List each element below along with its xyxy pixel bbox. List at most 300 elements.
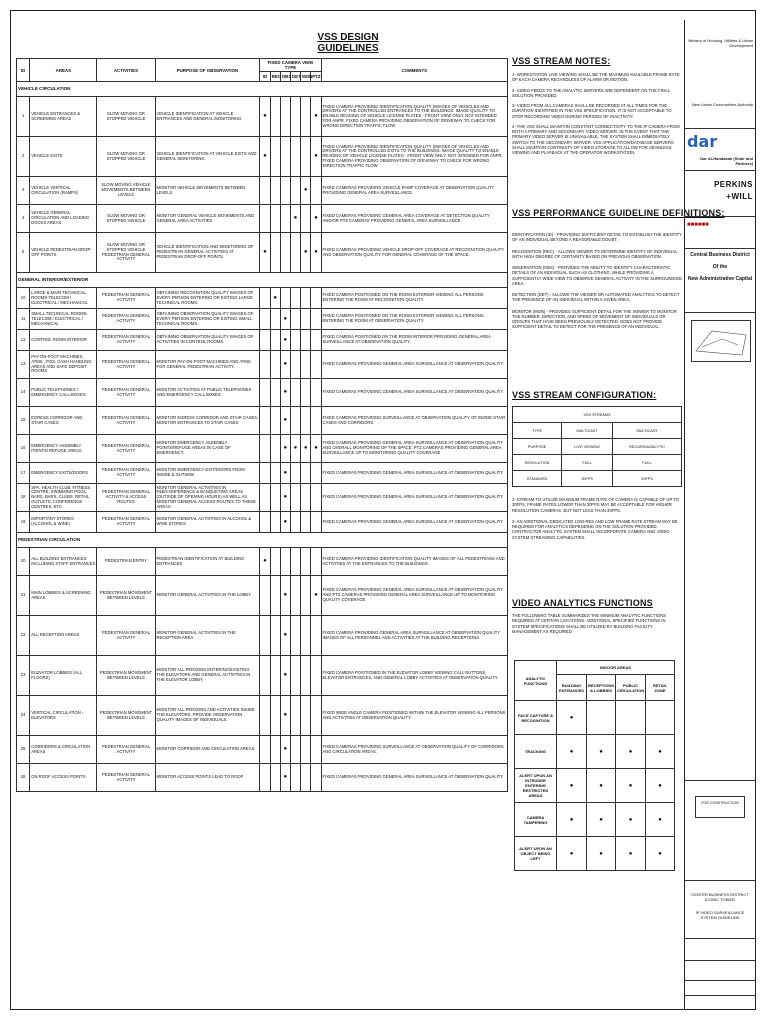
view-mark: ● <box>280 736 290 764</box>
row-comment: FIXED WIDE ANGLE CAMERA POSITIONED WITHIN THE ELEVATOR VIEWING ALL PERSONS AND ACTIVITIES AT OBSERVATION QUALITY. <box>321 696 508 736</box>
analytics-mark: ● <box>646 735 675 769</box>
row-purpose: MONITOR ACCESS POINTS LEAD TO ROOF <box>155 764 260 792</box>
view-mark <box>280 97 290 137</box>
table-row <box>17 548 508 576</box>
view-mark: ● <box>280 576 290 616</box>
section-row <box>17 82 508 97</box>
view-mark <box>280 233 290 273</box>
config-cell: PURPOSE <box>513 439 562 455</box>
config-cell: FULL <box>613 455 682 471</box>
key-plan <box>691 320 751 362</box>
view-mark: ● <box>311 576 321 616</box>
row-activity: PEDESTRIAN GENERAL ACTIVITY <box>97 435 155 463</box>
view-mark <box>260 205 270 233</box>
analytics-func-label: ANALYTIC FUNCTIONS <box>515 661 557 701</box>
row-purpose: MONITOR EMERGENCY EXIT/DOORS FROM INSIDE & OUTSIDE <box>155 463 260 484</box>
view-mark <box>301 656 311 696</box>
row-purpose: OBTAINING OBSERVATION QUALITY IMAGES OF EVERY PERSON ENTERING OR EXITING SMALL TECHNICAL ROOMS. <box>155 309 260 330</box>
row-id: 1 <box>17 97 30 137</box>
row-id: 21 <box>17 576 30 616</box>
row-area: VEHICLE PEDESTRIAN DROP-OFF POINTS <box>30 233 97 273</box>
view-mark <box>270 233 280 273</box>
analytics-func: FACE CAPTURE & RECOGNITION <box>515 701 557 735</box>
row-area: IMPORTANT STORES (ALCOHOL & WINE) <box>30 512 97 533</box>
view-mark <box>270 736 280 764</box>
client-name: Ministry of Housing, Utilities & Urban Development <box>688 38 753 48</box>
view-mark <box>260 177 270 205</box>
row-activity: PEDESTRIAN GENERAL ACTIVITY <box>97 330 155 351</box>
row-id: 15 <box>17 407 30 435</box>
view-mark <box>290 351 300 379</box>
row-purpose: MONITOR GENERAL ACTIVITIES IN F&B/CONFERENCE & BANQUETING AREAS (OUTSIDE OF OPENING HOURS) AS WELL AS MONITOR GENERAL ACCESS ROUTES TO THESE AREAS <box>155 484 260 512</box>
analytics-mark: ● <box>646 803 675 837</box>
col-comments: COMMENTS <box>321 59 508 82</box>
row-purpose: MONITOR ACTIVITIES AT PUBLIC TELEPHONES AND EMERGENCY CALL BOXES. <box>155 379 260 407</box>
analytics-title: VIDEO ANALYTICS FUNCTIONS <box>512 598 653 608</box>
config-cell: MULTICAST <box>613 423 682 439</box>
view-mark <box>290 656 300 696</box>
table-row <box>17 435 508 463</box>
row-id: 20 <box>17 548 30 576</box>
analytics-mark <box>587 701 616 735</box>
view-mark: ● <box>301 435 311 463</box>
analytics-mark: ● <box>587 837 616 871</box>
row-area: ON ROOF ACCESS POINTS <box>30 764 97 792</box>
contractor-logo: ■■■■■■ <box>687 222 709 228</box>
view-mark <box>301 379 311 407</box>
row-area: MAIN LOBBIES & SCREENING AREAS <box>30 576 97 616</box>
view-mark: ● <box>280 379 290 407</box>
view-mark <box>260 736 270 764</box>
row-area: VERTICAL CIRCULATION - ELEVATORS <box>30 696 97 736</box>
view-mark <box>290 736 300 764</box>
table-row <box>17 330 508 351</box>
row-id: 14 <box>17 379 30 407</box>
row-comment: FIXED CAMERA PROVIDING IDENTIFICATION QUALITY IMAGES OF ALL PEDESTRIANS AND ACTIVITIES AT THE ENTRANCES TO THE BUILDINGS. <box>321 548 508 576</box>
view-mark <box>280 548 290 576</box>
row-activity: SLOW MOVING VEHICLE MOVEMENTS BETWEEN LEVELS <box>97 177 155 205</box>
analytics-func: ALERT UPON AN INTRUDER ENTERING RESTRICTED AREAS <box>515 769 557 803</box>
row-comment: FIXED CAMERAS PROVIDING GENERAL AREA SURVEILLANCE AT OBSERVATION QUALITY. <box>321 351 508 379</box>
section-title: GENERAL INTERIOR/EXTERIOR <box>17 273 508 288</box>
view-mark <box>301 407 311 435</box>
view-mark <box>290 484 300 512</box>
analytics-mark: ● <box>587 803 616 837</box>
row-activity: PEDESTRIAN GENERAL ACTIVITY & ACCESS ROUTES <box>97 484 155 512</box>
view-mark <box>260 351 270 379</box>
view-mark <box>290 288 300 309</box>
view-mark <box>290 379 300 407</box>
view-mark <box>290 463 300 484</box>
table-row <box>17 656 508 696</box>
row-purpose: MONITOR ALL PERSONS AND ACTIVITIES INSIDE THE ELEVATORS. PROVIDE OBSERVATION QUALITY IMAGES OF INDIVIDUALS. <box>155 696 260 736</box>
analytics-mark: ● <box>587 769 616 803</box>
config-row <box>513 423 682 439</box>
row-comment: FIXED CAMERAS PROVIDING SURVEILLANCE AT OBSERVATION QUALITY OF INSIDE STAIR CASES AND CORRIDORS. <box>321 407 508 435</box>
row-area: CONTROL ROOM INTERIOR <box>30 330 97 351</box>
view-mark <box>270 351 280 379</box>
view-mark <box>311 696 321 736</box>
table-row <box>17 379 508 407</box>
note-item: 3- VIDEO FROM ALL CAMERAS SHALL BE RECORDED AT ALL TIMES FOR THE DURATION IDENTIFIED IN THE VSS SPECIFICATION. IT IS NOT ACCEPTABLE TO STOP RECORDING VIDEO DURING PERIODS OF INACTIVITY. <box>512 103 672 119</box>
view-mark <box>311 512 321 533</box>
row-area: ALL BUILDING ENTRANCES INCLUDING STAFF ENTRANCES <box>30 548 97 576</box>
row-purpose: VEHICLE IDENTIFICATION AND MONITORING OF PEDESTRIAN GENERAL ACTIVITIES AT PEDESTRIAN DROP-OFF POINTS. <box>155 233 260 273</box>
view-mark <box>311 548 321 576</box>
view-mark <box>301 736 311 764</box>
drawing-title-1: CENTER BUSINESS DISTRICT ICONIC TOWER <box>691 892 749 902</box>
row-activity: PEDESTRIAN GENERAL ACTIVITY <box>97 764 155 792</box>
view-mark: ● <box>280 435 290 463</box>
table-row <box>17 137 508 177</box>
row-purpose: MONITOR PAY-ON-FOOT MACHINES AND ATMS FOR GENERAL PEDESTRIAN ACTIVITY. <box>155 351 260 379</box>
view-mark <box>260 407 270 435</box>
analytics-mark: ● <box>616 837 646 871</box>
authority-name: New Urban Communities Authority <box>691 102 753 107</box>
row-id: 4 <box>17 205 30 233</box>
view-mark: ● <box>311 205 321 233</box>
analytics-mark: ● <box>557 803 587 837</box>
row-area: PUBLIC TELEPHONES / EMERGENCY CALL-BOXES <box>30 379 97 407</box>
row-id: 3 <box>17 177 30 205</box>
col-areas: AREAS <box>30 59 97 82</box>
project-line2: Of the <box>712 264 728 270</box>
view-mark <box>311 351 321 379</box>
config-cell: RESOLUTION <box>513 455 562 471</box>
view-mark: ● <box>280 484 290 512</box>
stream-notes <box>512 72 682 160</box>
row-activity: PEDESTRIAN GENERAL ACTIVITY <box>97 512 155 533</box>
view-mark <box>280 288 290 309</box>
row-area: CORRIDORS & CIRCULATION AREAS <box>30 736 97 764</box>
analytics-col: PUBLIC CIRCULATION <box>616 675 646 701</box>
view-mark <box>311 736 321 764</box>
row-purpose: PEDESTRIAN IDENTIFICATION AT BUILDING ENTRANCES <box>155 548 260 576</box>
note-item: 1- STREAM TO UTILIZE MAXIMUM FRAME RATE OF CAMERA IS CAPABLE OF UP TO 30FPS. FRAME RATES LOWER THAN 30FPS MAY BE ACCEPTABLE FOR HIGHER RESOLUTION CAMERAS, BUT NOT LESS THAN 20FPS. <box>512 497 679 513</box>
row-comment: FIXED CAMERAS PROVIDING VEHICLE RAMP COVERAGE AT OBSERVATION QUALITY PROVIDING GENERAL AREA SURVEILLANCE. <box>321 177 508 205</box>
view-mark <box>301 463 311 484</box>
section-row <box>17 533 508 548</box>
view-mark <box>270 656 280 696</box>
config-cell: 30FPS <box>562 471 613 487</box>
view-mark <box>270 205 280 233</box>
row-comment: FIXED CAMERA POSITIONED IN THE ELEVATOR LOBBY VIEWING CALL BUTTONS, ELEVATOR ENTRANCES, AND GENERAL LOBBY ACTIVITIES AT OBSERVATION QUALITY. <box>321 656 508 696</box>
view-mark <box>301 484 311 512</box>
row-id: 2 <box>17 137 30 177</box>
view-mark: ● <box>280 407 290 435</box>
view-mark <box>301 137 311 177</box>
analytics-row <box>515 769 675 803</box>
view-mark <box>301 512 311 533</box>
analytics-row <box>515 701 675 735</box>
row-purpose: MONITOR EMERGENCY ASSEMBLY POINTS/REFUGE AREAS IN CASE OF EMERGENCY. <box>155 435 260 463</box>
config-cell: STANDARD <box>513 471 562 487</box>
config-cell: RECORD/ANALYTIC <box>613 439 682 455</box>
row-comment: FIXED CAMERA POSITIONED ON THE ROOM INTERIOR PROVIDING GENERAL AREA SURVEILLANCE AT OBSERVATION QUALITY. <box>321 330 508 351</box>
analytics-col: RETAIL ZONE <box>646 675 675 701</box>
view-mark <box>270 435 280 463</box>
view-mark: ● <box>260 548 270 576</box>
row-id: 23 <box>17 656 30 696</box>
row-comment: FIXED CAMERAS PROVIDING GENERAL AREA SURVEILLANCE AT OBSERVATION QUALITY. <box>321 379 508 407</box>
drawing-title-2: IP VIDEO SURVEILLANCE SYSTEM GUIDELINE <box>695 910 745 920</box>
view-mark <box>290 764 300 792</box>
row-id: 10 <box>17 288 30 309</box>
row-comment: FIXED CAMERA PROVIDING IDENTIFICATION QUALITY (IMAGES OF VEHICLES AND DRIVERS AT THE CONTROLLED ENTRANCES TO THE BUILDINGS. IMAGE QUALITY TO ENABLE READING OF VEHICLE LICENSE PLATES - FRONT VIEW ONLY. NOT INTENDED FOR ANPR. FIXED CAMERA PROVIDING OBSERVATION OF DRIVEWAY TO CHECK FOR WRONG DIRECTION TRAFFIC FLOW <box>321 97 508 137</box>
key-plan-sketch <box>692 321 750 361</box>
analytics-mark: ● <box>557 837 587 871</box>
view-mark <box>270 576 280 616</box>
view-mark <box>301 288 311 309</box>
analytics-mark <box>646 701 675 735</box>
table-row <box>17 288 508 309</box>
view-mark <box>260 379 270 407</box>
analytics-mark: ● <box>587 735 616 769</box>
row-comment: FIXED CAMERA PROVIDING IDENTIFICATION QUALITY (IMAGES OF VEHICLES AND DRIVERS AT THE CONTROLLED EXITS TO THE BUILDINGS. IMAGE QUALITY TO ENABLE READING OF VEHICLE LICENSE PLATES - FRONT VIEW ONLY. NOT INTENDED FOR ANPR. FIXED CAMERA PROVIDING OBSERVATION OF DRIVEWAY TO CHECK FOR WRONG DIRECTION TRAFFIC FLOW <box>321 137 508 177</box>
section-title: VEHICLE CIRCULATION <box>17 82 508 97</box>
row-area: VEHICLE ENTRANCES & SCREENING AREAS <box>30 97 97 137</box>
row-id: 19 <box>17 512 30 533</box>
stream-config-title: VSS STREAM CONFIGURATION: <box>512 390 657 400</box>
view-mark <box>260 484 270 512</box>
view-mark: ● <box>311 97 321 137</box>
col-view-ptz: PTZ <box>311 72 321 82</box>
view-mark <box>290 97 300 137</box>
row-id: 13 <box>17 351 30 379</box>
analytics-col: RECEPTIONS & LOBBIES <box>587 675 616 701</box>
row-purpose: MONITOR CORRIDOR AND CIRCULATION AREAS. <box>155 736 260 764</box>
view-mark <box>290 512 300 533</box>
view-mark <box>301 548 311 576</box>
analytics-row <box>515 735 675 769</box>
view-mark <box>311 484 321 512</box>
row-id: 26 <box>17 764 30 792</box>
view-mark: ● <box>280 309 290 330</box>
perf-definitions-title: VSS PERFORMANCE GUIDELINE DEFINITIONS: <box>512 208 725 218</box>
row-activity: PEDESTRIAN MOVEMENT BETWEEN LEVELS <box>97 576 155 616</box>
view-mark <box>301 576 311 616</box>
view-mark <box>311 330 321 351</box>
config-cell: 20FPS <box>613 471 682 487</box>
view-mark <box>290 407 300 435</box>
section-title: PEDESTRIAN CIRCULATION <box>17 533 508 548</box>
col-view-id: ID <box>260 72 270 82</box>
view-mark <box>270 177 280 205</box>
analytics-table <box>514 660 675 871</box>
config-cell: LIVE VIEWING <box>562 439 613 455</box>
row-activity: SLOW MOVING OR STOPPED VEHICLE <box>97 137 155 177</box>
vss-guideline-table <box>16 58 508 792</box>
view-mark <box>311 616 321 656</box>
view-mark <box>260 512 270 533</box>
row-activity: PEDESTRIAN GENERAL ACTIVITY <box>97 463 155 484</box>
view-mark <box>270 407 280 435</box>
architect-logo-line2: +WILL <box>726 192 753 201</box>
view-mark: ● <box>290 435 300 463</box>
view-mark: ● <box>280 330 290 351</box>
view-mark <box>311 288 321 309</box>
config-row <box>513 439 682 455</box>
row-activity: PEDESTRIAN GENERAL ACTIVITY <box>97 309 155 330</box>
analytics-mark: ● <box>616 803 646 837</box>
analytics-mark: ● <box>557 701 587 735</box>
view-mark: ● <box>301 177 311 205</box>
table-row <box>17 616 508 656</box>
view-mark <box>260 288 270 309</box>
view-mark <box>270 696 280 736</box>
view-mark <box>311 764 321 792</box>
table-row <box>17 512 508 533</box>
table-row <box>17 177 508 205</box>
row-purpose: MONITOR GENERAL ACTIVITIES IN THE RECEPTION AREA. <box>155 616 260 656</box>
view-mark <box>290 548 300 576</box>
table-row <box>17 407 508 435</box>
note-item: MONITOR (MON) - PROVIDES SUFFICIENT DETAIL FOR THE VIEWER TO MONITOR THE NUMBER, DIRECTION, AND SPEED OF MOVEMENT OF INDIVIDUALS OR GROUPS THAT HAVE BEEN PREVIOUSLY DETECTED. DOES NOT PROVIDE SUFFICIENT DETAIL TO DETECT FOR THE PRESENCE OF AN INDIVIDUAL. <box>512 308 677 330</box>
row-activity: PEDESTRIAN ENTRY <box>97 548 155 576</box>
view-mark <box>270 97 280 137</box>
config-cell: TYPE <box>513 423 562 439</box>
col-view-rec: REC <box>270 72 280 82</box>
row-area: LARGE & MAIN TECHNICAL ROOMS-TELECOM / ELECTRICAL / MECHANICAL <box>30 288 97 309</box>
row-comment: FIXED CAMERAS PROVIDING GENERAL AREA SURVEILLANCE AT OBSERVATION QUALITY <box>321 484 508 512</box>
col-activities: ACTIVITIES <box>97 59 155 82</box>
table-row <box>17 205 508 233</box>
analytics-group: INDOOR AREAS <box>557 661 675 675</box>
row-area: EMERGENCY EXITS/DOORS <box>30 463 97 484</box>
row-area: VEHICLE VERTICAL CIRCULATION (RAMPS) <box>30 177 97 205</box>
consultant-sub: Dar Al-Handasah (Shair and Partners) <box>700 156 753 166</box>
config-cell: FULL <box>562 455 613 471</box>
table-row <box>17 309 508 330</box>
view-mark <box>301 616 311 656</box>
view-mark <box>270 512 280 533</box>
construction-stamp: FOR CONSTRUCTION <box>695 796 745 818</box>
row-purpose: MONITOR GENERAL ACTIVITIES IN THE LOBBY. <box>155 576 260 616</box>
row-purpose: MONITOR EGRESS CORRIDOR AND STAIR CASES. MONITOR ENTRANCES TO STAIR CASES <box>155 407 260 435</box>
view-mark <box>270 764 280 792</box>
view-mark <box>290 330 300 351</box>
analytics-row <box>515 837 675 871</box>
view-mark <box>260 330 270 351</box>
view-mark <box>280 137 290 177</box>
view-mark <box>301 97 311 137</box>
row-purpose: MONITOR ALL PERSONS ENTERING/EXISTING THE ELEVATORS AND GENERAL ACTIVITIES IN THE ELEVATOR LOBBY. <box>155 656 260 696</box>
config-cell: MULTICAST <box>562 423 613 439</box>
analytics-func: CAMERA TAMPERING <box>515 803 557 837</box>
view-mark <box>270 137 280 177</box>
row-comment: FIXED CAMERAS PROVIDING GENERAL AREA SURVEILLANCE AT OBSERVATION QUALITY <box>321 764 508 792</box>
analytics-row <box>515 803 675 837</box>
row-activity: PEDESTRIAN GENERAL ACTIVITY <box>97 379 155 407</box>
row-activity: PEDESTRIAN MOVEMENT BETWEEN LEVELS <box>97 656 155 696</box>
col-id: ID <box>17 59 30 82</box>
view-mark: ● <box>280 696 290 736</box>
row-id: 24 <box>17 696 30 736</box>
row-id: 11 <box>17 309 30 330</box>
view-mark <box>301 351 311 379</box>
row-purpose: MONITOR GENERAL VEHICLE MOVEMENTS AND GENERAL AREA ACTIVITIES. <box>155 205 260 233</box>
row-activity: SLOW MOVING OR STOPPED VEHICLE <box>97 97 155 137</box>
row-comment: FIXED CAMERA POSITIONED ON THE ROOM EXTERIOR VIEWING ALL PERSONS ENTERING THE ROOM AT OBSERVATION QUALITY. <box>321 309 508 330</box>
row-purpose: MONITOR GENERAL ACTIVITIES IN ALCOHOL & WINE STORES <box>155 512 260 533</box>
row-comment: FIXED CAMERAS PROVIDING GENERAL AREA SURVEILLANCE AT OBSERVATION QUALITY AND OVERALL MONITORING OF THE SPACE. PTZ CAMERAS PROVIDING GENERAL AREA SURVEILLANCE UP TO MONITORING QUALITY COVERAGE <box>321 435 508 463</box>
analytics-mark: ● <box>616 769 646 803</box>
row-id: 18 <box>17 484 30 512</box>
view-mark: ● <box>280 616 290 656</box>
row-activity: PEDESTRIAN GENERAL ACTIVITY <box>97 351 155 379</box>
stream-notes-title: VSS STREAM NOTES: <box>512 56 611 66</box>
col-fixed-camera: FIXED CAMERA VIEW TYPE <box>260 59 321 72</box>
view-mark <box>311 656 321 696</box>
row-area: VEHICLE GENERAL CIRCULATION AND LOADING DOCKS AREAS <box>30 205 97 233</box>
view-mark <box>260 435 270 463</box>
architect-logo-line1: PERKINS <box>713 180 753 189</box>
row-area: ALL RECEPTION AREAS <box>30 616 97 656</box>
view-mark: ● <box>260 233 270 273</box>
row-area: VEHICLE EXITS <box>30 137 97 177</box>
view-mark <box>270 463 280 484</box>
note-item: 4- THE VSS SHALL MAINTAIN CONSTANT CONNECTIVITY TO THE IP CAMERA FROM BOTH A PRIMARY AND SECONDARY VIDEO SERVER. IN THE EVENT THAT THE PRIMARY VIDEO SERVER IS UNAVAILABLE, THE SYSTEM SHALL IMMEDIATELY SWITCH TO THE SECONDARY SERVER. VSS APPLICATION/DATABASE SERVERS SHALL MAINTAIN CONTINUITY OF VIDEO STORAGE TO ALLOW FOR SEAMLESS VIEWING AND PLAYBACK AT THE OPERATOR WORKSTATION. <box>512 123 680 155</box>
analytics-intro: THE FOLLOWING TABLE SUMMARIZES THE MINIMUM ANALYTIC FUNCTIONS REQUIRED AT CERTAIN LOCATIONS. ADDITIONAL SPECIFIED FUNCTIONS IN SYSTEM SPECIFICATIONS SHALL BE UTILIZED BY BUILDING FACILITY MANAGEMENT AS REQUIRED <box>512 613 666 634</box>
row-comment: FIXED CAMERA POSITIONED ON THE ROOM EXTERIOR VIEWING ALL PERSONS ENTERING THE ROOM AT RECOGNITION QUALITY. <box>321 288 508 309</box>
analytics-mark <box>616 701 646 735</box>
view-mark <box>270 309 280 330</box>
view-mark <box>270 330 280 351</box>
view-mark: ● <box>311 435 321 463</box>
view-mark <box>260 616 270 656</box>
col-view-obs: OBS <box>280 72 290 82</box>
project-line1: Central Business District <box>690 252 750 258</box>
view-mark <box>311 463 321 484</box>
row-activity: SLOW MOVING OR STOPPED VEHICLE PEDESTRIAN GENERAL ACTIVITY <box>97 233 155 273</box>
col-view-mon: MON <box>301 72 311 82</box>
table-row <box>17 764 508 792</box>
view-mark <box>301 205 311 233</box>
row-activity: SLOW MOVING OR STOPPED VEHICLE <box>97 205 155 233</box>
row-comment: FIXED CAMERA PROVIDING GENERAL AREA SURVEILLANCE AT OBSERVATION QUALITY IMAGES OF ALL PERSONNEL AND ACTIVITIES AT THE BUILDING RECEPTIONS. <box>321 616 508 656</box>
row-purpose: VEHICLE IDENTIFICATION AT VEHICLE EXITS AND GENERAL MONITORING <box>155 137 260 177</box>
view-mark <box>301 696 311 736</box>
table-row <box>17 351 508 379</box>
row-area: SMALL TECHNICAL ROOMS-TELECOM / ELECTRICAL / MECHANICAL <box>30 309 97 330</box>
view-mark <box>260 309 270 330</box>
view-mark <box>290 177 300 205</box>
row-comment: FIXED CAMERAS PROVIDING GENERAL AREA COVERAGE AT DETECTION QUALITY AND/OR PTZ CAMERAS PROVIDING GENERAL AREA SURVEILLANCE . <box>321 205 508 233</box>
stream-config-table <box>512 406 682 487</box>
config-row <box>513 455 682 471</box>
section-row <box>17 273 508 288</box>
analytics-mark: ● <box>646 769 675 803</box>
row-id: 25 <box>17 736 30 764</box>
row-comment: FIXED CAMERAS PROVIDING VEHICLE DROP-OFF COVERAGE AT RECOGNITION QUALITY AND OBSERVATION QUALITY FOR GENERAL COVERAGE OF THE SPACE. <box>321 233 508 273</box>
row-activity: PEDESTRIAN GENERAL ACTIVITY <box>97 288 155 309</box>
view-mark <box>290 233 300 273</box>
table-row <box>17 736 508 764</box>
view-mark <box>280 177 290 205</box>
view-mark <box>260 576 270 616</box>
row-id: 5 <box>17 233 30 273</box>
row-activity: PEDESTRIAN GENERAL ACTIVITY <box>97 407 155 435</box>
row-purpose: OBTAINING RECOGNITION QUALITY IMAGES OF EVERY PERSON ENTERING OR EXITING LARGE TECHNICAL ROOMS. <box>155 288 260 309</box>
analytics-mark: ● <box>616 735 646 769</box>
row-activity: PEDESTRIAN GENERAL ACTIVITY <box>97 616 155 656</box>
view-mark: ● <box>301 233 311 273</box>
table-row <box>17 484 508 512</box>
view-mark <box>290 309 300 330</box>
view-mark: ● <box>280 512 290 533</box>
row-comment: FIXED CAMERAS PROVIDING GENERAL AREA SURVEILLANCE AT OBSERVATION QUALITY AND PTZ CAMERAS PROVIDING GENERAL AREA SURVEILLANCE UP TO MONITORING QUALITY COVERAGE <box>321 576 508 616</box>
note-item: DETECTION (DET) - ALLOWS THE VIEWER OR AUTOMATED ANALYTICS TO DETECT THE PRESENCE OF AN INDIVIDUAL WITHIN A GIVEN AREA. <box>512 292 680 303</box>
